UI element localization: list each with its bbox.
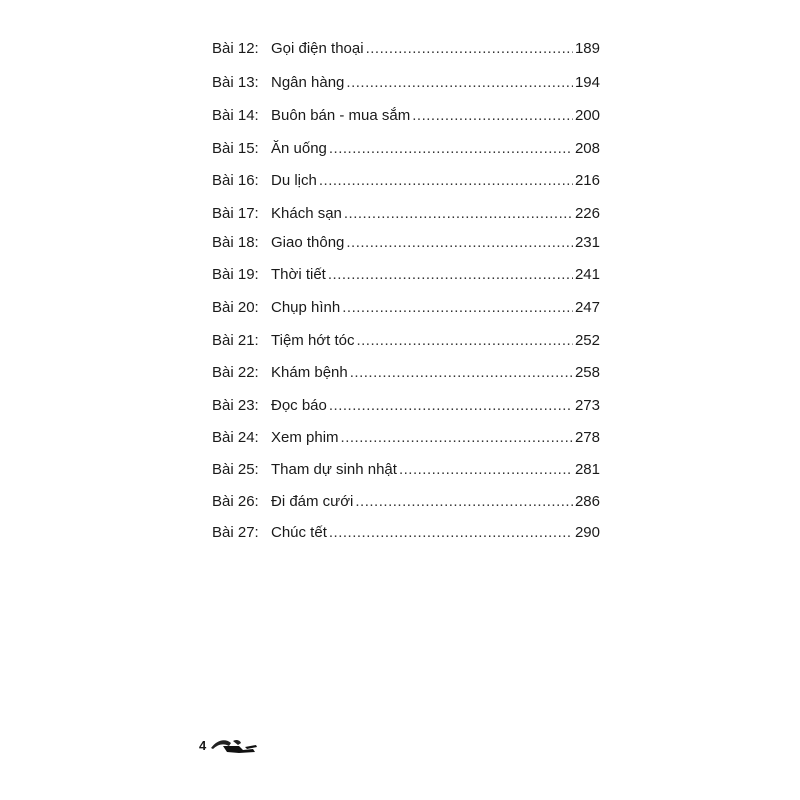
- lesson-title: Chụp hình: [271, 299, 341, 316]
- toc-entry: [212, 329, 600, 353]
- lesson-title: Gọi điện thoại: [271, 40, 364, 57]
- toc-entry: [212, 169, 600, 193]
- lesson-number: Bài 12:: [212, 40, 259, 57]
- dot-leader: [346, 231, 573, 255]
- toc-entry: [212, 231, 600, 255]
- lesson-number: Bài 24:: [212, 429, 259, 446]
- lesson-number: Bài 13:: [212, 74, 259, 91]
- lesson-number: Bài 26:: [212, 493, 259, 510]
- lesson-title: Tham dự sinh nhật: [271, 461, 397, 478]
- lesson-number: Bài 19:: [212, 266, 259, 283]
- dot-leader: [342, 296, 573, 320]
- page-number: 208: [574, 140, 600, 157]
- boat-ornament-icon: [209, 734, 259, 756]
- page-number: 194: [574, 74, 600, 91]
- dot-leader: [341, 426, 573, 450]
- footer-page-number: 4: [199, 738, 207, 753]
- page-number: 200: [574, 107, 600, 124]
- page-number: 252: [574, 332, 600, 349]
- dot-leader: [366, 37, 573, 61]
- page-number: 273: [574, 397, 600, 414]
- lesson-title: Ăn uống: [271, 140, 327, 157]
- lesson-title: Giao thông: [271, 234, 345, 251]
- dot-leader: [399, 458, 573, 482]
- lesson-title: Khám bệnh: [271, 364, 348, 381]
- dot-leader: [329, 394, 573, 418]
- lesson-title: Tiệm hớt tóc: [271, 332, 355, 349]
- toc-entry: [212, 521, 600, 545]
- toc-entry: [212, 137, 600, 161]
- page-number: 216: [574, 172, 600, 189]
- page-number: 226: [574, 205, 600, 222]
- lesson-title: Xem phim: [271, 429, 339, 446]
- lesson-number: Bài 15:: [212, 140, 259, 157]
- page-number: 189: [574, 40, 600, 57]
- lesson-title: Khách sạn: [271, 205, 342, 222]
- lesson-number: Bài 14:: [212, 107, 259, 124]
- toc-entry: [212, 361, 600, 385]
- dot-leader: [329, 137, 573, 161]
- lesson-title: Ngân hàng: [271, 74, 345, 91]
- dot-leader: [346, 71, 573, 95]
- lesson-number: Bài 18:: [212, 234, 259, 251]
- toc-entry: [212, 104, 600, 128]
- page-footer: [199, 734, 259, 756]
- dot-leader: [356, 329, 573, 353]
- dot-leader: [328, 263, 573, 287]
- lesson-number: Bài 21:: [212, 332, 259, 349]
- page-number: 241: [574, 266, 600, 283]
- toc-entry: [212, 202, 600, 226]
- toc-entry: [212, 394, 600, 418]
- page-number: 286: [574, 493, 600, 510]
- page-number: 290: [574, 524, 600, 541]
- lesson-number: Bài 23:: [212, 397, 259, 414]
- lesson-title: Thời tiết: [271, 266, 326, 283]
- dot-leader: [412, 104, 573, 128]
- toc-entry: [212, 71, 600, 95]
- lesson-number: Bài 20:: [212, 299, 259, 316]
- lesson-number: Bài 16:: [212, 172, 259, 189]
- toc-entry: [212, 37, 600, 61]
- lesson-number: Bài 17:: [212, 205, 259, 222]
- lesson-number: Bài 22:: [212, 364, 259, 381]
- lesson-number: Bài 27:: [212, 524, 259, 541]
- page-number: 247: [574, 299, 600, 316]
- toc-entry: [212, 490, 600, 514]
- dot-leader: [319, 169, 573, 193]
- lesson-title: Chúc tết: [271, 524, 327, 541]
- page-number: 258: [574, 364, 600, 381]
- page-number: 231: [574, 234, 600, 251]
- lesson-title: Đi đám cưới: [271, 493, 354, 510]
- page-number: 278: [574, 429, 600, 446]
- toc-entry: [212, 426, 600, 450]
- lesson-title: Đọc báo: [271, 397, 327, 414]
- page-number: 281: [574, 461, 600, 478]
- toc-entry: [212, 263, 600, 287]
- toc-entry: [212, 296, 600, 320]
- lesson-title: Du lịch: [271, 172, 317, 189]
- dot-leader: [355, 490, 573, 514]
- dot-leader: [329, 521, 573, 545]
- dot-leader: [344, 202, 573, 226]
- lesson-number: Bài 25:: [212, 461, 259, 478]
- toc-entry: [212, 458, 600, 482]
- dot-leader: [350, 361, 573, 385]
- lesson-title: Buôn bán - mua sắm: [271, 107, 411, 124]
